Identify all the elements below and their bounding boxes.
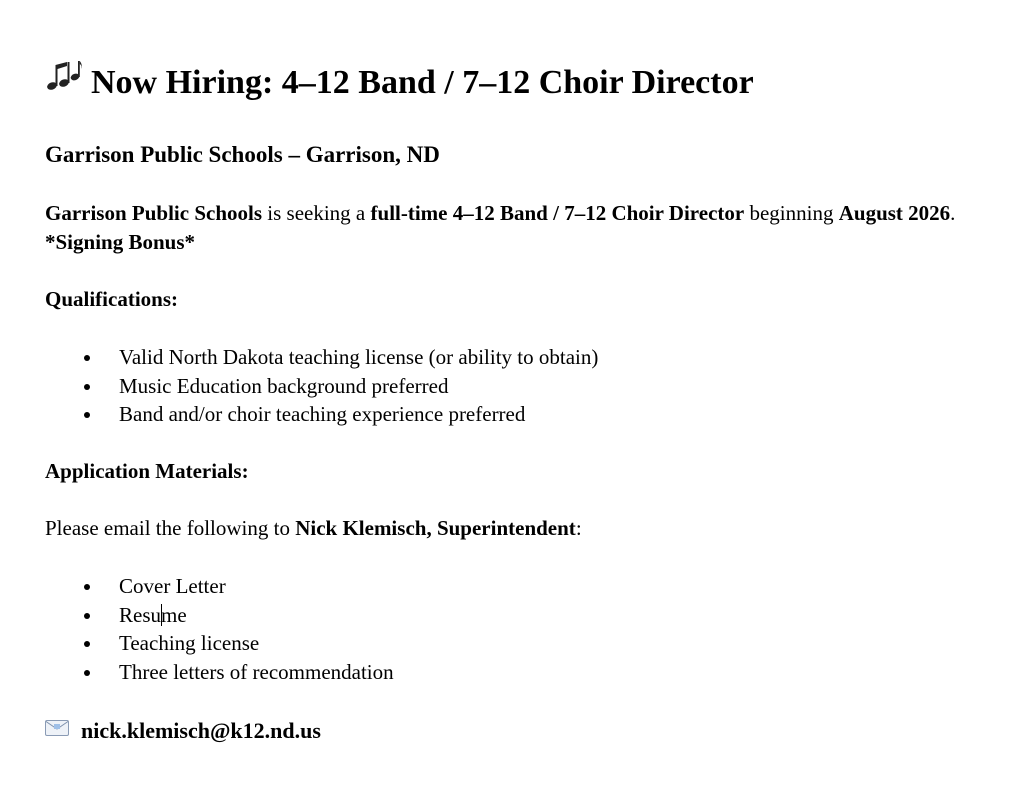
signing-bonus: *Signing Bonus* xyxy=(45,230,195,254)
list-item xyxy=(45,343,598,372)
list-item xyxy=(45,372,598,401)
material-text-resume xyxy=(119,603,187,627)
contact-name: Nick Klemisch, Superintendent xyxy=(295,516,576,540)
intro-text-2: beginning xyxy=(744,201,839,225)
envelope-icon xyxy=(45,719,69,742)
material-text: Cover Letter xyxy=(119,574,226,598)
intro-text-1: is seeking a xyxy=(262,201,371,225)
email-row xyxy=(45,716,321,746)
qualification-text: Band and/or choir teaching experience preferred xyxy=(119,402,526,427)
list-item xyxy=(45,658,394,687)
contact-email[interactable]: nick.klemisch@k12.nd.us xyxy=(81,718,321,743)
musical-notes-icon xyxy=(45,60,83,101)
list-item xyxy=(45,572,394,601)
lead-text: Please email the following to xyxy=(45,516,296,540)
bullet-icon xyxy=(84,670,90,676)
qualifications-list xyxy=(45,343,598,429)
list-item xyxy=(45,629,394,658)
page-title: Now Hiring: 4–12 Band / 7–12 Choir Director xyxy=(91,64,754,101)
bullet-icon xyxy=(84,584,90,590)
intro-text-3: . xyxy=(950,201,956,225)
bullet-icon xyxy=(84,641,90,647)
bullet-icon xyxy=(84,412,90,418)
qualification-text: Valid North Dakota teaching license (or ability to obtain) xyxy=(119,345,599,369)
intro-org: Garrison Public Schools xyxy=(45,201,263,225)
application-heading: Application Materials: xyxy=(45,459,249,483)
intro-start-date: August 2026 xyxy=(838,201,951,225)
school-subtitle: Garrison Public Schools – Garrison, ND xyxy=(45,142,440,167)
material-text: Teaching license xyxy=(119,631,260,656)
qualifications-heading: Qualifications: xyxy=(45,287,179,311)
bullet-icon xyxy=(84,355,90,361)
bullet-icon xyxy=(84,384,90,390)
intro-position: full-time 4–12 Band / 7–12 Choir Director xyxy=(370,201,745,225)
material-text: Three letters of recommendation xyxy=(119,660,394,685)
lead-end: : xyxy=(575,516,582,540)
application-list xyxy=(45,572,394,687)
resume-part-2: me xyxy=(161,602,187,627)
list-item xyxy=(45,601,394,630)
list-item xyxy=(45,400,598,429)
qualification-text: Music Education background preferred xyxy=(119,373,449,398)
intro-paragraph xyxy=(45,199,985,257)
bullet-icon xyxy=(84,613,90,619)
title-row xyxy=(45,58,754,108)
resume-part-1: Resu xyxy=(119,602,161,627)
application-lead xyxy=(45,514,582,543)
